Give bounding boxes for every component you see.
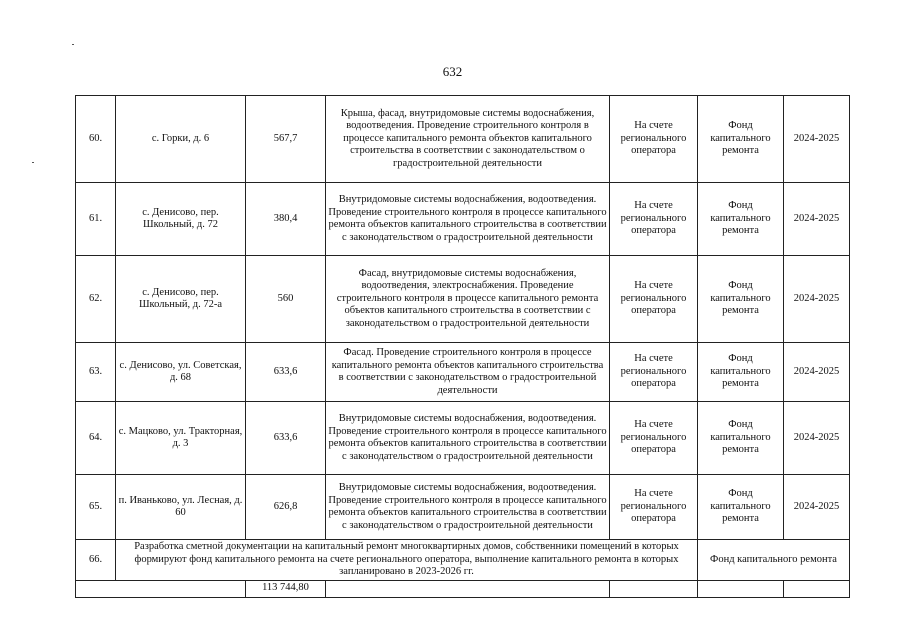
table-row bbox=[76, 402, 850, 475]
total-label-cell bbox=[76, 580, 246, 597]
works-cell: Фасад. Проведение строительного контроля в процессе капитального ремонта объектов капитального строительства в соответствии с законодательством о градостроительной деятельности bbox=[326, 343, 610, 402]
period-cell: 2024-2025 bbox=[784, 343, 850, 402]
works-cell: Внутридомовые системы водоснабжения, водоотведения. Проведение строительного контроля в процессе капитального ремонта объектов капитального строительства в соответствии с законодательством о градостроительной деятельности bbox=[326, 402, 610, 475]
address-cell: п. Иваньково, ул. Лесная, д. 60 bbox=[116, 475, 246, 540]
period-cell: 2024-2025 bbox=[784, 475, 850, 540]
source-cell: Фонд капитального ремонта bbox=[698, 183, 784, 256]
scan-speck bbox=[72, 44, 74, 45]
empty-cell bbox=[610, 580, 698, 597]
period-cell: 2024-2025 bbox=[784, 256, 850, 343]
area-cell: 633,6 bbox=[246, 402, 326, 475]
empty-cell bbox=[698, 580, 784, 597]
row-number: 62. bbox=[76, 256, 116, 343]
empty-cell bbox=[784, 580, 850, 597]
table-row bbox=[76, 475, 850, 540]
total-area-cell: 113 744,80 bbox=[246, 580, 326, 597]
row-number: 60. bbox=[76, 96, 116, 183]
table-row bbox=[76, 540, 850, 581]
scan-speck bbox=[32, 162, 34, 163]
account-cell: На счете регионального оператора bbox=[610, 256, 698, 343]
source-cell: Фонд капитального ремонта bbox=[698, 402, 784, 475]
total-row bbox=[76, 580, 850, 597]
area-cell: 560 bbox=[246, 256, 326, 343]
works-cell: Крыша, фасад, внутридомовые системы водоснабжения, водоотведения. Проведение строительного контроля в процессе капитального ремонта объектов капитального строительства в соответствии с законодательством о градостроительной деятельности bbox=[326, 96, 610, 183]
address-cell: с. Денисово, ул. Советская, д. 68 bbox=[116, 343, 246, 402]
table-row bbox=[76, 183, 850, 256]
estimate-description-cell: Разработка сметной документации на капитальный ремонт многоквартирных домов, собственники помещений в которых формируют фонд капитального ремонта на счете регионального оператора, выполнение капитального ремонта в которых запланировано в 2023-2026 гг. bbox=[116, 540, 698, 581]
row-number: 64. bbox=[76, 402, 116, 475]
row-number: 63. bbox=[76, 343, 116, 402]
period-cell: 2024-2025 bbox=[784, 402, 850, 475]
row-number: 65. bbox=[76, 475, 116, 540]
address-cell: с. Горки, д. 6 bbox=[116, 96, 246, 183]
account-cell: На счете регионального оператора bbox=[610, 402, 698, 475]
address-cell: с. Денисово, пер. Школьный, д. 72-а bbox=[116, 256, 246, 343]
source-cell: Фонд капитального ремонта bbox=[698, 343, 784, 402]
repair-plan-table bbox=[75, 95, 850, 598]
source-cell: Фонд капитального ремонта bbox=[698, 96, 784, 183]
works-cell: Фасад, внутридомовые системы водоснабжения, водоотведения, электроснабжения. Проведение строительного контроля в процессе капитального ремонта объектов капитального строительства в соответствии с законодательством о градостроительной деятельности bbox=[326, 256, 610, 343]
account-cell: На счете регионального оператора bbox=[610, 475, 698, 540]
address-cell: с. Денисово, пер. Школьный, д. 72 bbox=[116, 183, 246, 256]
area-cell: 380,4 bbox=[246, 183, 326, 256]
row-number: 61. bbox=[76, 183, 116, 256]
area-cell: 567,7 bbox=[246, 96, 326, 183]
source-cell: Фонд капитального ремонта bbox=[698, 256, 784, 343]
account-cell: На счете регионального оператора bbox=[610, 183, 698, 256]
address-cell: с. Мацково, ул. Тракторная, д. 3 bbox=[116, 402, 246, 475]
source-cell: Фонд капитального ремонта bbox=[698, 540, 850, 581]
row-number: 66. bbox=[76, 540, 116, 581]
works-cell: Внутридомовые системы водоснабжения, водоотведения. Проведение строительного контроля в процессе капитального ремонта объектов капитального строительства в соответствии с законодательством о градостроительной деятельности bbox=[326, 183, 610, 256]
account-cell: На счете регионального оператора bbox=[610, 343, 698, 402]
table-row bbox=[76, 96, 850, 183]
source-cell: Фонд капитального ремонта bbox=[698, 475, 784, 540]
period-cell: 2024-2025 bbox=[784, 96, 850, 183]
table-row bbox=[76, 256, 850, 343]
area-cell: 626,8 bbox=[246, 475, 326, 540]
area-cell: 633,6 bbox=[246, 343, 326, 402]
empty-cell bbox=[326, 580, 610, 597]
account-cell: На счете регионального оператора bbox=[610, 96, 698, 183]
page-number: 632 bbox=[442, 64, 463, 79]
works-cell: Внутридомовые системы водоснабжения, водоотведения. Проведение строительного контроля в процессе капитального ремонта объектов капитального строительства в соответствии с законодательством о градостроительной деятельности bbox=[326, 475, 610, 540]
period-cell: 2024-2025 bbox=[784, 183, 850, 256]
table-row bbox=[76, 343, 850, 402]
